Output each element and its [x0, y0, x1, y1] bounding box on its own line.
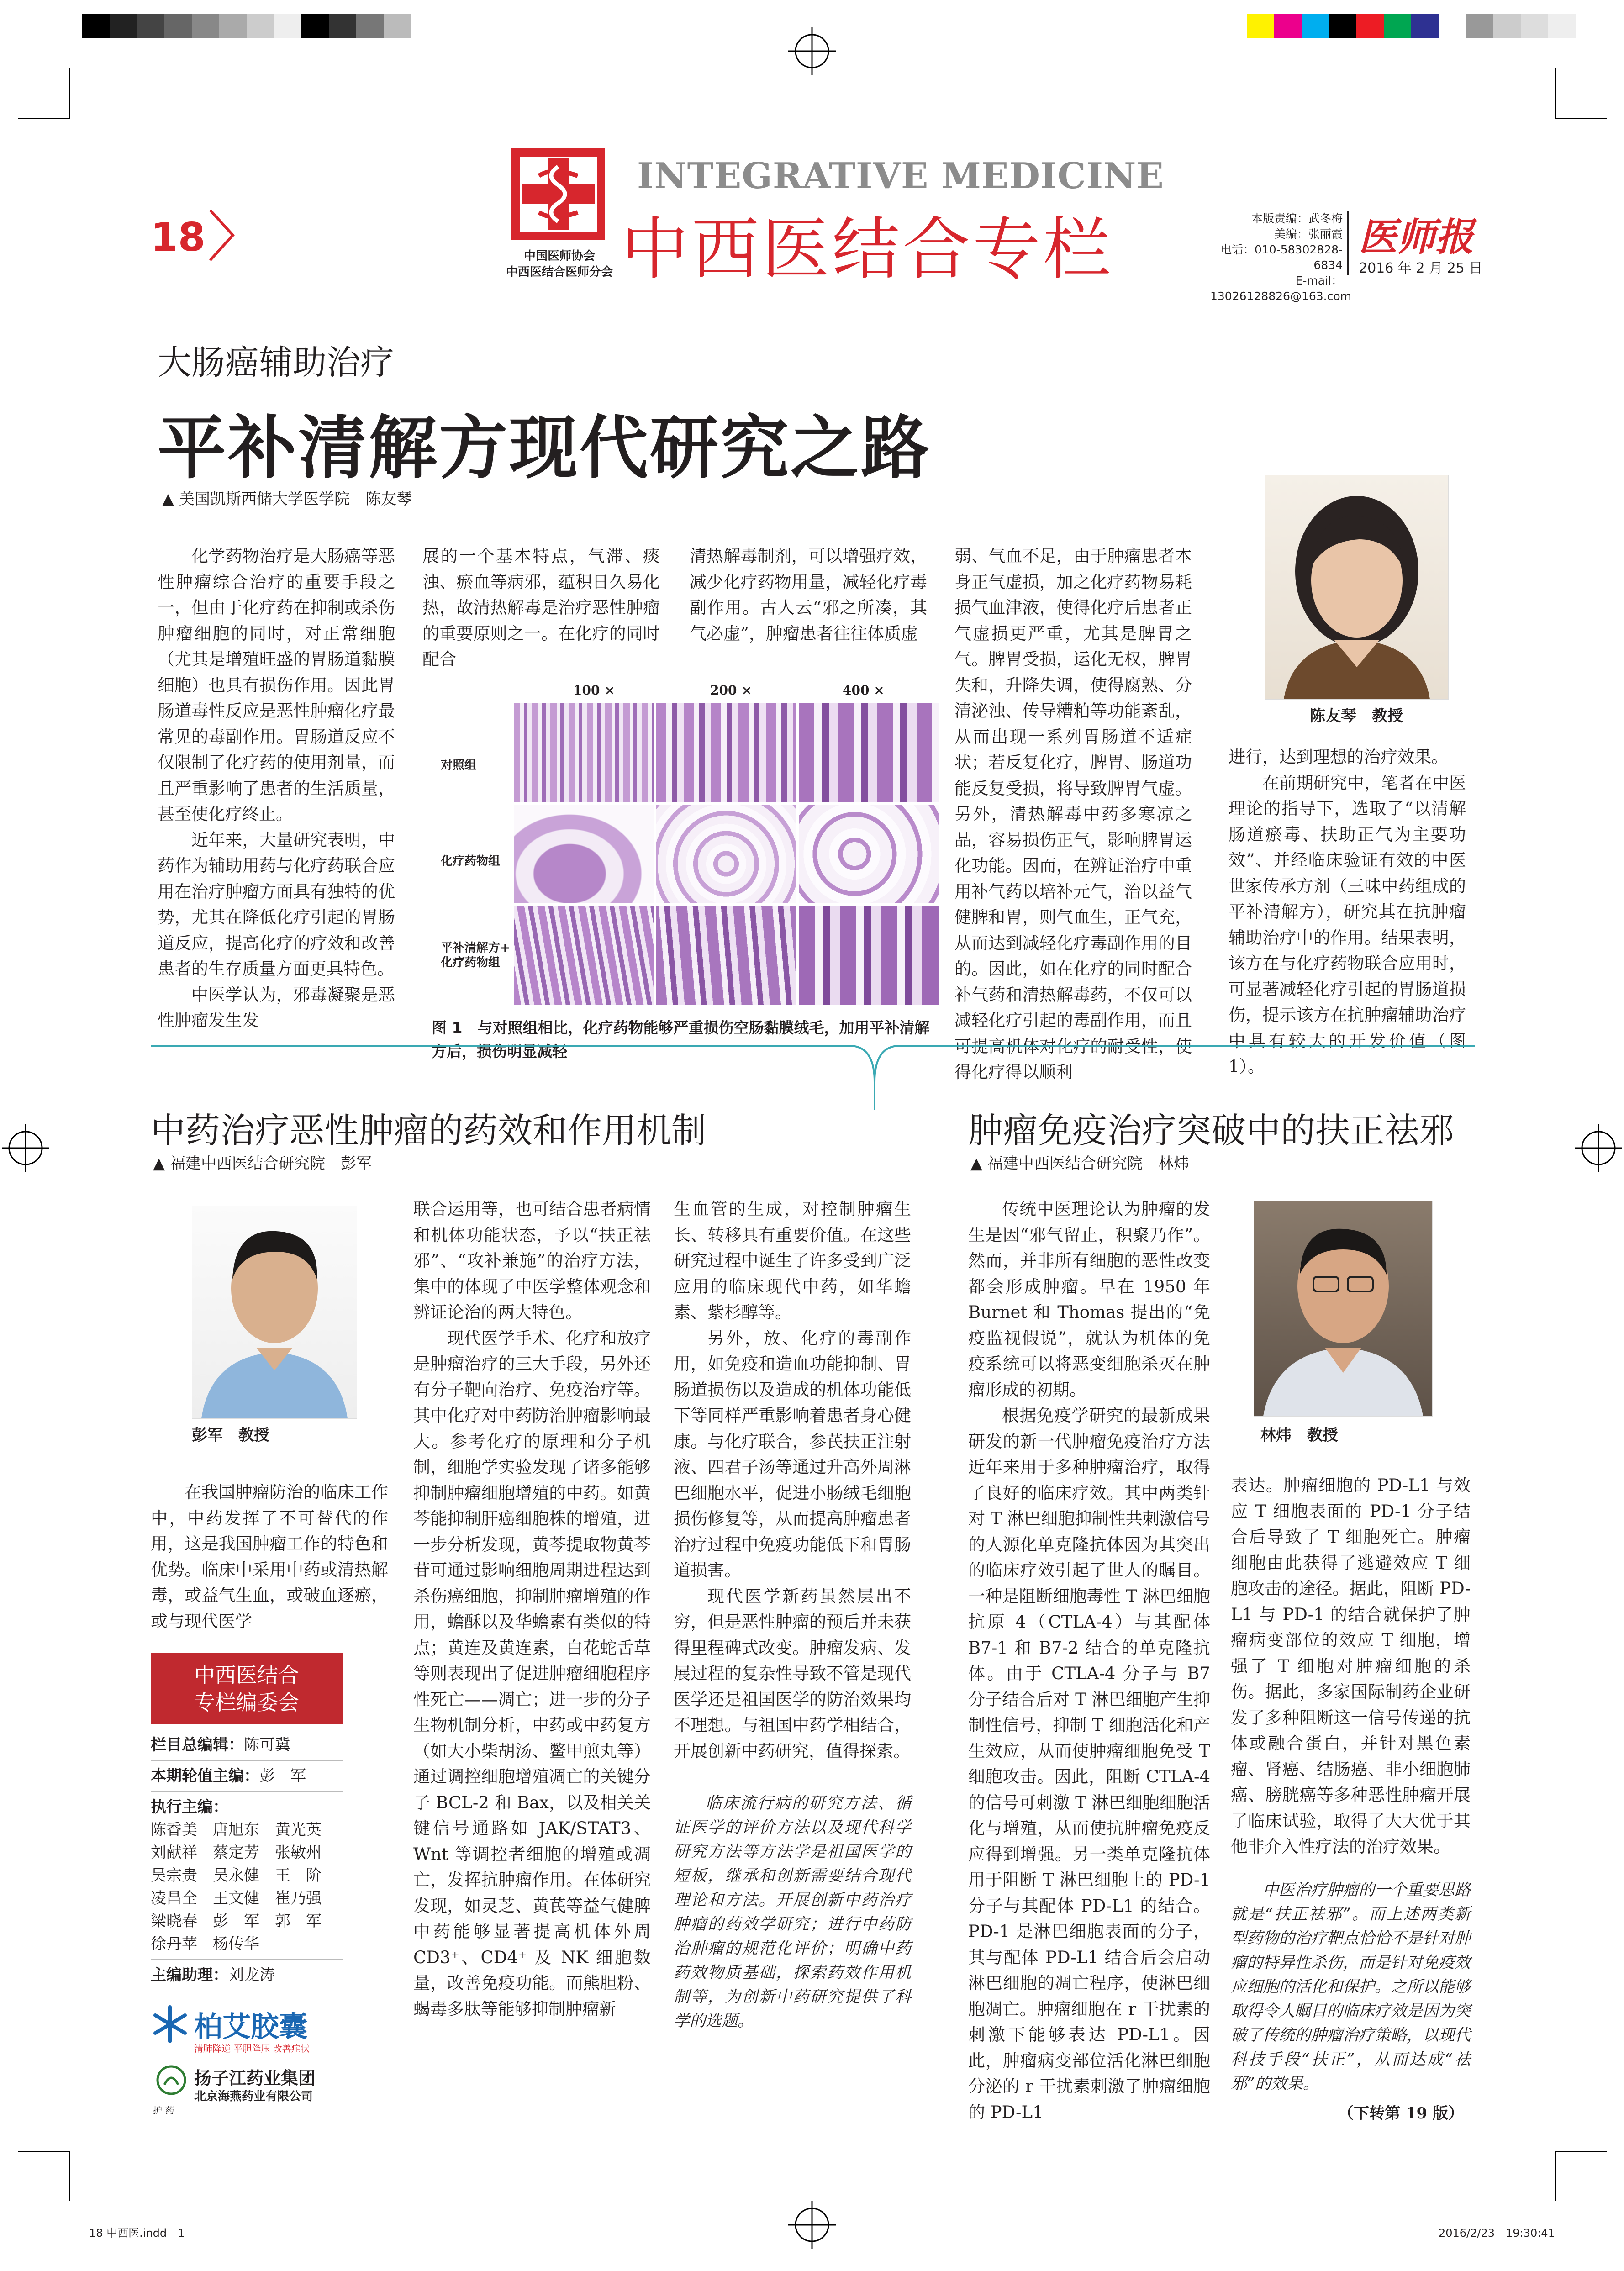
paragraph: 展的一个基本特点，气滞、痰浊、瘀血等病邪，蕴积日久易化热，故清热解毒是治疗恶性肿瘤的重要原则之一。在化疗的同时配合 [422, 546, 660, 669]
paragraph: 另外，放、化疗的毒副作用，如免疫和造血功能抑制、胃肠道损伤以及造成的机体功能低下等同样严重影响着患者身心健康。与化疗联合，参芪扶正注射液、四君子汤等通过升高外周淋巴细胞水平，促进小肠绒毛细胞损伤修复等，从而提高肿瘤患者治疗过程中免疫功能低下和胃肠道损害。 [674, 1328, 911, 1580]
author-photo-peng [192, 1206, 357, 1419]
article3-col1 [968, 1196, 1210, 2125]
paragraph: 弱、气血不足，由于肿瘤患者本身正气虚损，加之化疗药物易耗损气血津液，使得化疗后患者正气虚损更严重，尤其是脾胃之气。脾胃受损，运化无权，脾胃失和，升降失调，使得腐熟、分清泌浊、传导糟粕等功能紊乱，从而出现一系列胃肠道不适症状；若反复化疗，脾胃、肠道功能反复受损，将导致脾胃气虚。另外，清热解毒中药多寒凉之品，容易损伤正气，影响脾胃运化功能。因而，在辨证治疗中重用补气药以培补元气，治以益气健脾和胃，则气血生，正气充，从而达到减轻化疗毒副作用的目的。因此，如在化疗的同时配合补气药和清热解毒药，不仅可以减轻化疗引起的毒副作用，而且可提高机体对化疗的耐受性，使得化疗得以顺利 [954, 546, 1192, 1082]
paragraph: 近年来，大量研究表明，中药作为辅助用药与化疗药联合应用在治疗肿瘤方面具有独特的优势，尤其在降低化疗引起的胃肠道反应，提高化疗的疗效和改善患者的生存质量方面更具特色。 [158, 830, 395, 979]
ad-slogan: 清肺降逆 平胆降压 改善症状 [194, 2043, 310, 2054]
paragraph: 根据免疫学研究的最新成果研发的新一代肿瘤免疫治疗方法近年来用于多种肿瘤治疗，取得了良好的临床疗效。其中两类针对 T 淋巴细胞抑制性共刺激信号的人源化单克隆抗体因为其突出的临床疗效引起了世人的瞩目。一种是阻断细胞毒性 T 淋巴细胞抗原 4（CTLA-4）与其配体 B7-1 和 B7-2 结合的单克隆抗体。由于 CTLA-4 分子与 B7 分子结合后对 T 淋巴细胞产生抑制性信号，抑制 T 细胞活化和产生效应，从而使肿瘤细胞免受 T 细胞攻击。因此，阻断 CTLA-4 的信号可刺激 T 淋巴细胞细胞活化与增殖，从而使抗肿瘤免疫反应得到增强。另一类单克隆抗体用于阻断 T 淋巴细胞上的 PD-1 分子与其配体 PD-L1 的结合。PD-1 是淋巴细胞表面的分子，其与配体 PD-L1 结合后会启动淋巴细胞的凋亡程序，使淋巴细胞凋亡。肿瘤细胞在 r 干扰素的刺激下能够表达 PD-L1。因此，肿瘤病变部位活化淋巴细胞分泌的 r 干扰素刺激了肿瘤细胞的 PD-L1 [968, 1406, 1210, 2122]
article1-col2 [422, 543, 660, 673]
registration-mark-top [788, 27, 836, 75]
author-caption-peng: 彭军 教授 [192, 1426, 269, 1444]
histology-image [799, 703, 939, 802]
committee-body [151, 1724, 343, 1986]
ad-protect: 护 药 [153, 2105, 174, 2116]
figure-row-label: 化疗药物组 [441, 854, 501, 868]
figure-col-label: 400 × [843, 683, 885, 698]
paragraph: 化学药物治疗是大肠癌等恶性肿瘤综合治疗的重要手段之一，但由于化疗药在抑制或杀伤肿瘤细胞的同时，对正常细胞（尤其是增殖旺盛的胃肠道黏膜细胞）也具有损伤作用。因此胃肠道毒性反应是恶性肿瘤化疗最常见的毒副作用。胃肠道反应不仅限制了化疗药的使用剂量，而且严重影响了患者的生活质量，甚至使化疗终止。 [158, 546, 395, 824]
paragraph: 中医学认为，邪毒凝聚是恶性肿瘤发生发 [158, 985, 395, 1030]
paper-name: 医师报 [1359, 214, 1474, 259]
page-chevron-icon [206, 208, 237, 263]
histology-grid [514, 703, 939, 1005]
ad-block [151, 2000, 343, 2123]
phone-label: 电话：010-58302828-6834 [1220, 243, 1343, 272]
footer-timestamp: 2016/2/23 19:30:41 [1439, 2227, 1555, 2239]
article1-col1 [158, 543, 395, 1034]
histology-image [656, 805, 796, 903]
article2-col1 [151, 1480, 388, 1634]
histology-image [656, 906, 796, 1005]
ad-group: 扬子江药业集团 [194, 2068, 316, 2088]
company-logo-icon [155, 2064, 187, 2096]
editor-label: 本版责编：武冬梅 [1251, 212, 1343, 225]
article1-title: 平补清解方现代研究之路 [158, 409, 932, 488]
masthead-divider [1347, 211, 1349, 275]
page-number: 18 [151, 215, 206, 260]
histology-image [514, 703, 654, 802]
email-label: E-mail：13026128826@163.com [1210, 274, 1352, 303]
figure-col-label: 100 × [573, 683, 615, 698]
section-title-cn: 中西医结合专栏 [621, 210, 1113, 289]
paragraph: 表达。肿瘤细胞的 PD-L1 与效应 T 细胞表面的 PD-1 分子结合后导致了 T 细胞死亡。肿瘤细胞由此获得了逃避效应 T 细胞攻击的途径。据此，阻断 PD-L1 与 PD-1 的结合就保护了肿瘤病变部位的效应 T 细胞，增强了 T 细胞对肿瘤细胞的杀伤。据此，多家国际制药企业研发了多种阻断这一信号传递的抗体或融合蛋白，并针对黑色素瘤、肾癌、结肠癌、非小细胞肺癌、膀胱癌等多种恶性肿瘤开展了临床试验，取得了大大优于其他非介入性疗法的治疗效果。 [1231, 1475, 1471, 1856]
article2-col2 [413, 1196, 651, 2022]
committee-exec-row: 徐丹苹 杨传华 [151, 1933, 343, 1960]
paragraph-note: 中医治疗肿瘤的一个重要思路就是“扶正祛邪”。而上述两类新型药物的治疗靶点恰恰不是针对肿瘤的特异性杀伤，而是针对免疫效应细胞的活化和保护。之所以能够取得令人瞩目的临床疗效是因为突破了传统的肿瘤治疗策略，以现代科技手段“扶正”，从而达成“祛邪”的效果。 [1231, 1881, 1471, 2093]
article1-kicker: 大肠癌辅助治疗 [158, 343, 394, 382]
paragraph: 清热解毒制剂，可以增强疗效，减少化疗药物用量，减轻化疗毒副作用。古人云“邪之所凑，其气必虚”，肿瘤患者往往体质虚 [690, 546, 927, 643]
histology-image [799, 805, 939, 903]
committee-header [151, 1653, 343, 1724]
print-color-bar [1247, 14, 1576, 38]
author-photo-chen [1265, 475, 1449, 700]
footer-file: 18 中西医.indd 1 [89, 2227, 185, 2239]
article2-title: 中药治疗恶性肿瘤的药效和作用机制 [151, 1110, 706, 1151]
paragraph: 现代医学手术、化疗和放疗是肿瘤治疗的三大手段，另外还有分子靶向治疗、免疫治疗等。其中化疗对中药防治肿瘤影响最大。参考化疗的原理和分子机制，细胞学实验发现了诸多能够抑制肿瘤细胞增殖的中药。如黄芩能抑制肝癌细胞株的增殖，进一步分析发现，黄芩提取物黄芩苷可通过影响细胞周期进程达到杀伤癌细胞，抑制肿瘤增殖的作用，蟾酥以及华蟾素有类似的特点；黄连及黄连素，白花蛇舌草等则表现出了促进肿瘤细胞程序性死亡——凋亡；进一步的分子生物机制分析，中药或中药复方（如大小柴胡汤、鳖甲煎丸等）通过调控细胞增殖凋亡的关键分子 BCL-2 和 Bax，以及相关关键信号通路如 JAK/STAT3、Wnt 等调控者细胞的增殖或凋亡，发挥抗肿瘤作用。在体研究发现，如灵芝、黄芪等益气健脾中药能够显著提高机体外周 CD3⁺、CD4⁺ 及 NK 细胞数量，改善免疫功能。而熊胆粉、蝎毒多肽等能够抑制肿瘤新 [413, 1328, 651, 2019]
committee-subtitle: 专栏编委会 [194, 1690, 299, 1715]
committee-assist: 主编助理：刘龙涛 [151, 1966, 275, 1984]
article1-col3 [690, 543, 927, 647]
continued-note: （下转第 19 版） [1338, 2104, 1464, 2123]
paragraph: 现代医学新药虽然层出不穷，但是恶性肿瘤的预后并未获得里程碑式改变。肿瘤发病、发展过程的复杂性导致不管是现代医学还是祖国医学的防治效果均不理想。与祖国中药学相结合，开展创新中药研究，值得探索。 [674, 1586, 911, 1761]
histology-image [656, 703, 796, 802]
article3-col2 [1231, 1473, 1471, 2096]
committee-title: 中西医结合 [194, 1663, 299, 1687]
committee-exec-row: 吴宗贵 吴永健 王 阶 [151, 1866, 322, 1885]
histology-image [514, 805, 654, 903]
paragraph: 在前期研究中，笔者在中医理论的指导下，选取了“以清解肠道瘀毒、扶助正气为主要功效”、并经临床验证有效的中医世家传承方剂（三味中药组成的平补清解方），研究其在抗肿瘤辅助治疗中的作用。结果表明，该方在与化疗药物联合应用时，可显著减轻化疗引起的胃肠道损伤，提示该方在抗肿瘤辅助治疗中具有较大的开发价值（图 1）。 [1229, 773, 1466, 1076]
article1-col4 [954, 543, 1192, 1085]
author-caption-chen: 陈友琴 教授 [1310, 707, 1403, 725]
histology-image [514, 906, 654, 1005]
figure-row-label: 平补清解方+ 化疗药物组 [441, 941, 510, 970]
committee-exec-row: 陈香美 唐旭东 黄光英 [151, 1821, 322, 1839]
snowflake-icon [151, 2005, 190, 2044]
committee-exec-label: 执行主编： [151, 1798, 228, 1816]
paragraph-note: 临床流行病的研究方法、循证医学的评价方法以及现代科学研究方法等方法学是祖国医学的短板，继承和创新需要结合现代理论和方法。开展创新中药治疗肿瘤的药效学研究；进行中药防治肿瘤的规范化评价；明确中药药效物质基础，探索药效作用机制等，为创新中药研究提供了科学的选题。 [674, 1794, 911, 2030]
article2-byline: ▲ 福建中西医结合研究院 彭军 [153, 1154, 372, 1173]
section-title-en: INTEGRATIVE MEDICINE [637, 155, 1164, 197]
registration-mark-left [2, 1124, 49, 1172]
issue-date: 2016 年 2 月 25 日 [1359, 260, 1483, 276]
paragraph: 进行，达到理想的治疗效果。 [1229, 747, 1448, 767]
figure-1 [422, 683, 943, 1075]
figure-caption: 图 1 与对照组相比，化疗药物能够严重损伤空肠黏膜绒毛，加用平补清解方后，损伤明显减轻 [432, 1019, 930, 1060]
association-name: 中国医师协会 [523, 249, 595, 263]
registration-mark-right [1575, 1124, 1622, 1172]
ad-product: 柏艾胶囊 [194, 2010, 308, 2043]
article2-col3 [674, 1196, 911, 2034]
paragraph: 在我国肿瘤防治的临床工作中，中药发挥了不可替代的作用，这是我国肿瘤工作的特色和优势。临床中采用中药或清热解毒，或益气生血，或破血逐瘀，或与现代医学 [151, 1482, 388, 1631]
paragraph: 生血管的生成，对控制肿瘤生长、转移具有重要价值。在这些研究过程中诞生了许多受到广泛应用的临床现代中药，如华蟾素、紫杉醇等。 [674, 1199, 911, 1322]
print-density-bar [82, 14, 411, 38]
author-caption-lin: 林炜 教授 [1260, 1426, 1338, 1444]
article3-byline: ▲ 福建中西医结合研究院 林炜 [970, 1154, 1189, 1173]
paragraph: 传统中医理论认为肿瘤的发生是因“邪气留止，积聚乃作”。然而，并非所有细胞的恶性改变都会形成肿瘤。早在 1950 年 Burnet 和 Thomas 提出的“免疫监视假说”，就认为机体的免疫系统可以将恶变细胞杀灭在肿瘤形成的初期。 [968, 1199, 1210, 1400]
figure-row-label: 对照组 [441, 759, 477, 772]
figure-col-label: 200 × [710, 683, 752, 698]
article1-byline: ▲ 美国凯斯西储大学医学院 陈友琴 [162, 490, 412, 508]
committee-exec-row: 凌昌全 王文健 崔乃强 [151, 1889, 322, 1907]
committee-exec-row: 梁晓春 彭 军 郭 军 [151, 1912, 322, 1930]
association-branch: 中西医结合医师分会 [506, 265, 613, 279]
section-divider [151, 1027, 1475, 1110]
article3-title: 肿瘤免疫治疗突破中的扶正祛邪 [968, 1110, 1454, 1151]
registration-mark-bottom [788, 2201, 836, 2249]
association-logo [511, 148, 605, 240]
paragraph: 联合运用等，也可结合患者病情和机体功能状态，予以“扶正祛邪”、“攻补兼施”的治疗方法，集中的体现了中医学整体观念和辨证论治的两大特色。 [413, 1199, 651, 1322]
committee-rotating: 本期轮值主编：彭 军 [151, 1765, 343, 1792]
ad-company: 北京海燕药业有限公司 [194, 2090, 313, 2103]
histology-image [799, 906, 939, 1005]
committee-chief: 栏目总编辑：陈可冀 [151, 1734, 343, 1761]
committee-exec-row: 刘献祥 蔡定芳 张敏州 [151, 1844, 322, 1862]
author-photo-lin [1254, 1201, 1433, 1417]
masthead-info [1210, 211, 1352, 304]
designer-label: 美编：张丽霞 [1274, 227, 1343, 241]
committee-box [151, 1653, 343, 1986]
